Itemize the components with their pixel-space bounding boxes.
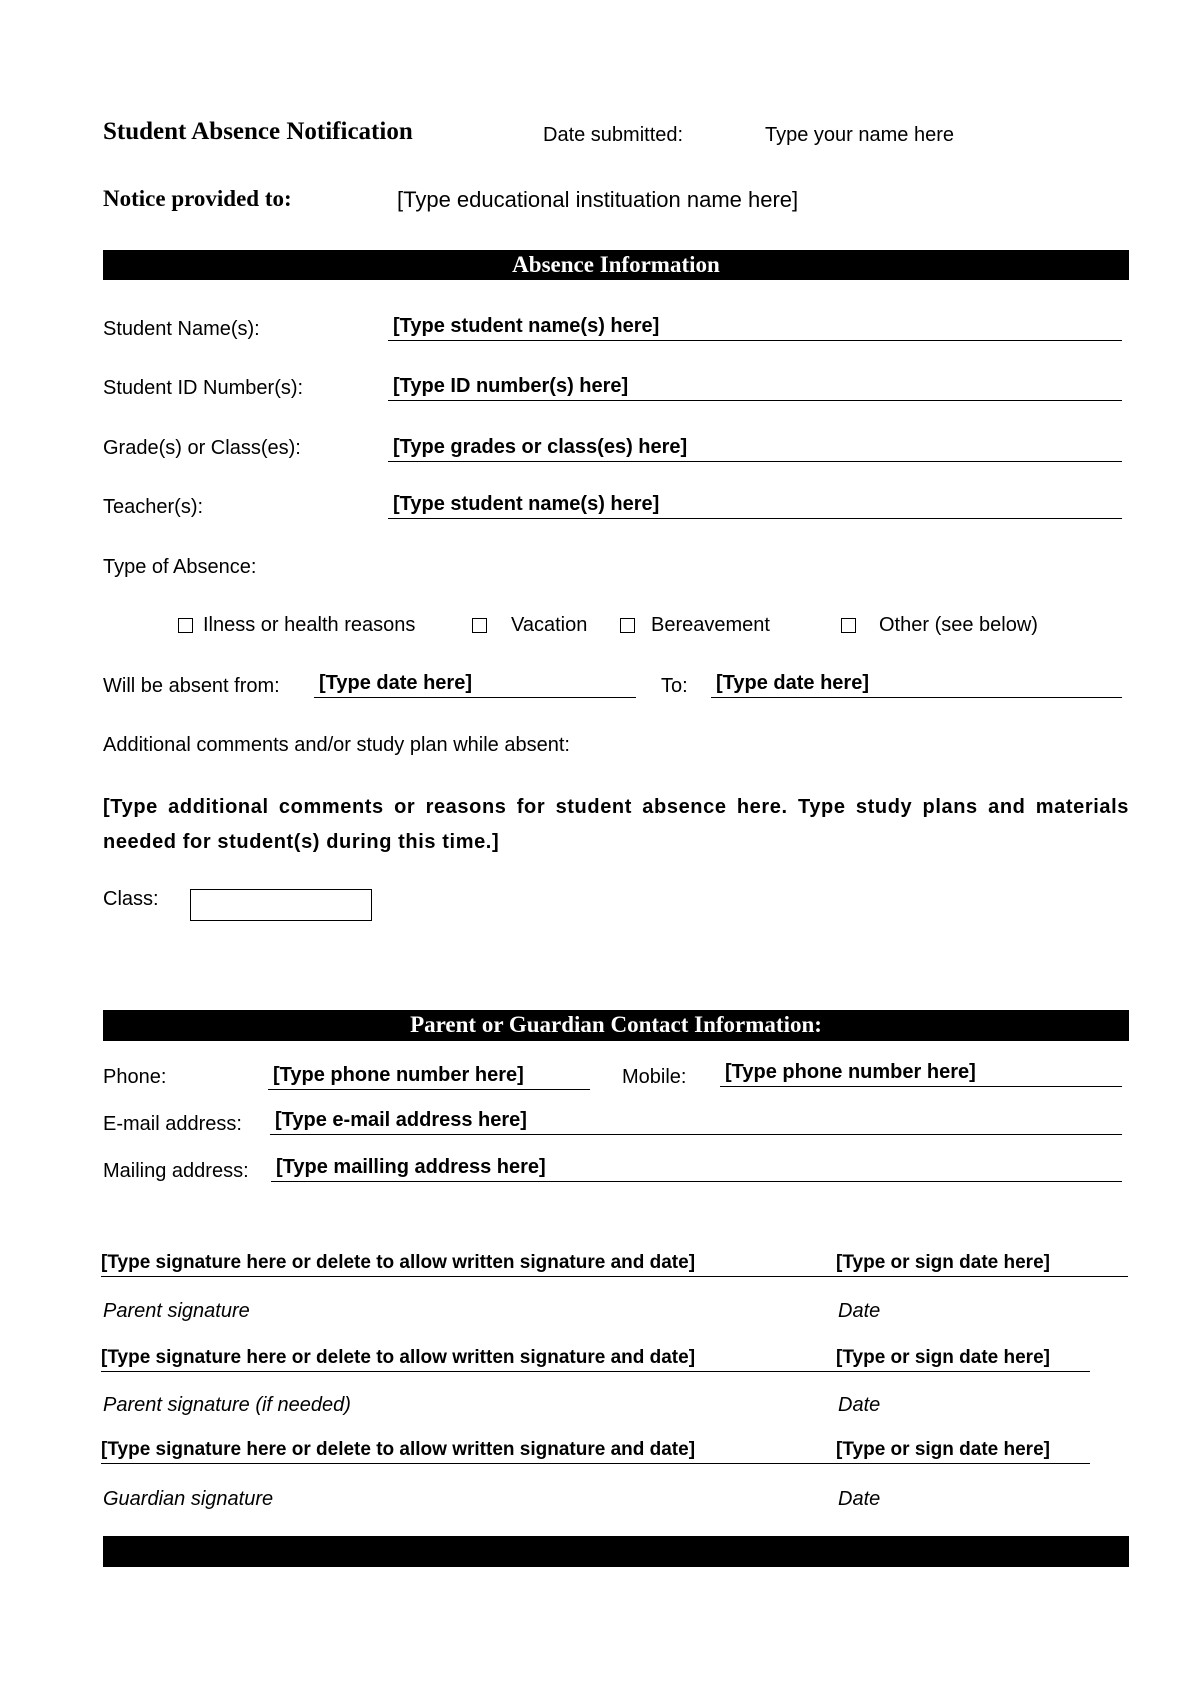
absence-type-label: Type of Absence: [103, 556, 257, 578]
email-value: [Type e-mail address here] [275, 1109, 527, 1131]
mailing-label: Mailing address: [103, 1160, 249, 1182]
mobile-field[interactable] [720, 1058, 1122, 1087]
mailing-field[interactable] [271, 1153, 1122, 1182]
comments-label: Additional comments and/or study plan while absent: [103, 734, 570, 756]
parent2-signature-date-value: [Type or sign date here] [836, 1347, 1050, 1368]
teacher-field[interactable] [388, 490, 1122, 519]
illness-checkbox[interactable] [178, 618, 193, 633]
absent-to-field[interactable] [711, 669, 1122, 698]
absence-section-title: Absence Information [512, 252, 720, 277]
parent-signature-caption: Parent signature [103, 1300, 250, 1322]
contact-section-title: Parent or Guardian Contact Information: [410, 1012, 822, 1037]
vacation-checkbox[interactable] [472, 618, 487, 633]
comments-value[interactable]: [Type additional comments or reasons for student absence here. Type study plans and materials needed for student(s) during this time.] [103, 796, 1129, 853]
class-input[interactable] [190, 889, 372, 921]
student-name-label: Student Name(s): [103, 318, 260, 340]
parent2-signature-date-caption: Date [838, 1394, 881, 1416]
parent2-signature-value: [Type signature here or delete to allow written signature and date] [101, 1347, 696, 1368]
student-id-label: Student ID Number(s): [103, 377, 304, 399]
parent-signature-date-value: [Type or sign date here] [836, 1252, 1050, 1273]
absent-to-value: [Type date here] [716, 672, 869, 694]
guardian-signature-value: [Type signature here or delete to allow written signature and date] [101, 1439, 696, 1460]
email-field[interactable] [270, 1106, 1122, 1135]
bereavement-checkbox[interactable] [620, 618, 635, 633]
notice-label: Notice provided to: [103, 186, 292, 211]
student-name-field[interactable] [388, 312, 1122, 341]
parent-signature-field[interactable] [101, 1248, 831, 1277]
student-id-value: [Type ID number(s) here] [393, 375, 629, 397]
teacher-value: [Type student name(s) here] [393, 493, 660, 515]
grade-value: [Type grades or class(es) here] [393, 436, 688, 458]
footer-bar [103, 1536, 1129, 1567]
absence-section-header [103, 250, 1129, 280]
parent2-signature-date-field[interactable] [831, 1343, 1090, 1372]
contact-section-header [103, 1010, 1129, 1041]
grade-field[interactable] [388, 433, 1122, 462]
email-label: E-mail address: [103, 1113, 242, 1135]
mailing-value: [Type mailling address here] [276, 1156, 546, 1178]
notice-value[interactable]: [Type educational instituation name here] [397, 187, 799, 212]
document-title: Student Absence Notification [103, 118, 413, 145]
absent-from-field[interactable] [314, 669, 636, 698]
date-submitted-label: Date submitted: [543, 124, 684, 146]
parent2-signature-field[interactable] [101, 1343, 831, 1372]
absent-from-value: [Type date here] [319, 672, 472, 694]
parent-signature-date-field[interactable] [831, 1248, 1128, 1277]
student-name-value: [Type student name(s) here] [393, 315, 660, 337]
other-option-label: Other (see below) [879, 614, 1038, 636]
other-checkbox[interactable] [841, 618, 856, 633]
phone-value: [Type phone number here] [273, 1064, 524, 1086]
guardian-signature-date-value: [Type or sign date here] [836, 1439, 1050, 1460]
date-submitted-value[interactable]: Type your name here [765, 124, 954, 146]
guardian-signature-date-caption: Date [838, 1488, 881, 1510]
phone-field[interactable] [268, 1061, 590, 1090]
student-id-field[interactable] [388, 372, 1122, 401]
teacher-label: Teacher(s): [103, 496, 204, 518]
guardian-signature-field[interactable] [101, 1435, 831, 1464]
guardian-signature-date-field[interactable] [831, 1435, 1090, 1464]
vacation-option-label: Vacation [511, 614, 588, 636]
guardian-signature-caption: Guardian signature [103, 1488, 274, 1510]
illness-option-label: Ilness or health reasons [203, 614, 416, 636]
mobile-value: [Type phone number here] [725, 1061, 976, 1083]
parent-signature-value: [Type signature here or delete to allow written signature and date] [101, 1252, 696, 1273]
phone-label: Phone: [103, 1066, 167, 1088]
bereavement-option-label: Bereavement [651, 614, 770, 636]
parent-signature-date-caption: Date [838, 1300, 881, 1322]
grade-label: Grade(s) or Class(es): [103, 437, 301, 459]
absent-from-label: Will be absent from: [103, 675, 280, 697]
mobile-label: Mobile: [622, 1066, 687, 1088]
parent2-signature-caption: Parent signature (if needed) [103, 1394, 351, 1416]
absent-to-label: To: [661, 675, 688, 697]
class-label: Class: [103, 888, 159, 910]
